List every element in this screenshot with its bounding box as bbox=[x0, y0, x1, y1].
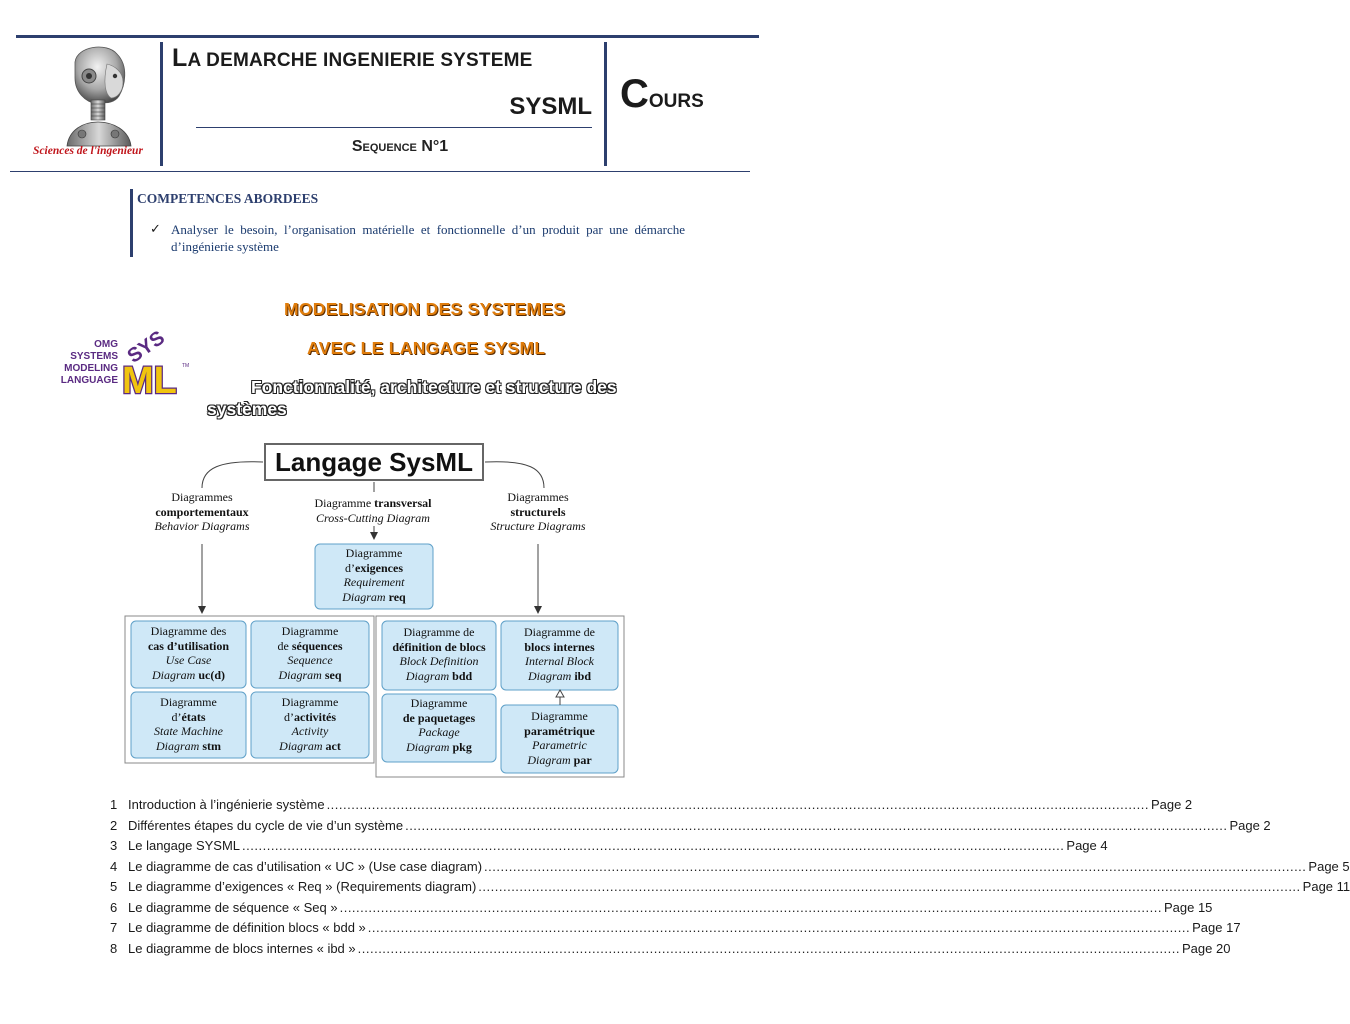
title-rest: A DEMARCHE INGENIERIE SYSTEME bbox=[187, 50, 533, 71]
toc-entry[interactable] bbox=[110, 877, 1350, 898]
cours-rest: OURS bbox=[648, 91, 704, 112]
toc-page: Page 15 bbox=[1163, 899, 1213, 915]
toc-page: Page 5 bbox=[1308, 858, 1350, 874]
header-divider-right bbox=[604, 42, 607, 166]
toc-title: Le diagramme d’exigences « Req » (Requirements diagram) bbox=[128, 879, 477, 894]
ibd-diagram-box: Diagramme de blocs internes Internal Block Diagram ibd bbox=[524, 625, 595, 683]
header-top-rule bbox=[16, 35, 759, 38]
logo-text-language: LANGUAGE bbox=[60, 375, 118, 386]
toc-number: 2 bbox=[110, 817, 118, 833]
toc-entry[interactable] bbox=[110, 857, 1350, 878]
toc-leader: ........................................................................................................................................................................................................ bbox=[484, 858, 1307, 874]
diagram-title: Langage SysML bbox=[275, 447, 473, 477]
toc-entry[interactable] bbox=[110, 795, 1193, 816]
cours-initial: C bbox=[620, 72, 649, 116]
logo-text-tm: TM bbox=[182, 363, 190, 369]
par-diagram-box: Diagramme paramétrique Parametric Diagram par bbox=[524, 709, 595, 767]
toc-title: Le langage SYSML bbox=[128, 838, 241, 853]
logo-text-ml: ML bbox=[122, 360, 177, 402]
intro-line-1: MODELISATION DES SYSTEMES bbox=[284, 299, 566, 319]
toc-page: Page 20 bbox=[1182, 940, 1231, 956]
toc-page: Page 2 bbox=[1150, 797, 1193, 812]
toc-entry[interactable] bbox=[110, 816, 1271, 837]
sysml-diagram bbox=[120, 440, 630, 785]
branch-behavior: Diagrammes comportementaux Behavior Diagrams bbox=[154, 490, 250, 533]
act-diagram-box: Diagramme d’activités Activity Diagram act bbox=[279, 695, 341, 753]
toc-title: Introduction à l’ingénierie système bbox=[128, 797, 325, 812]
toc-page: Page 2 bbox=[1229, 817, 1271, 833]
toc-number: 8 bbox=[110, 940, 118, 956]
req-diagram-box: Diagramme d’exigences Requirement Diagram req bbox=[342, 546, 406, 604]
competences-bar bbox=[130, 189, 133, 257]
toc-title: Le diagramme de blocs internes « ibd » bbox=[128, 940, 356, 956]
title-initial: L bbox=[172, 44, 188, 72]
header-bottom-rule bbox=[10, 171, 750, 172]
toc-entry[interactable] bbox=[110, 918, 1241, 939]
table-of-contents bbox=[110, 795, 1350, 959]
toc-number: 7 bbox=[110, 920, 118, 935]
seq-diagram-box: Diagramme de séquences Sequence Diagram seq bbox=[277, 624, 343, 682]
toc-number: 6 bbox=[110, 899, 118, 915]
branch-structure: Diagrammes structurels Structure Diagrams bbox=[490, 490, 586, 533]
toc-leader: ........................................................................................................................................................................................................ bbox=[326, 797, 1149, 812]
sequence-label: Sequence N°1 bbox=[351, 138, 449, 155]
toc-number: 3 bbox=[110, 838, 118, 853]
pkg-diagram-box: Diagramme de paquetages Package Diagram pkg bbox=[402, 696, 476, 754]
toc-leader: ........................................................................................................................................................................................................ bbox=[339, 899, 1162, 915]
toc-leader: ........................................................................................................................................................................................................ bbox=[357, 940, 1181, 956]
sysml-logo bbox=[60, 326, 192, 402]
competence-item: Analyser le besoin, l’organisation matérielle et fonctionnelle d’un produit par une démarche d’ingénierie système bbox=[171, 222, 685, 254]
logo-text-sys: SYS bbox=[123, 326, 169, 368]
toc-page: Page 11 bbox=[1302, 879, 1350, 894]
competences-title: COMPETENCES ABORDEES bbox=[137, 191, 319, 206]
toc-title: Le diagramme de définition blocs « bdd » bbox=[128, 920, 366, 935]
toc-title: Le diagramme de séquence « Seq » bbox=[128, 899, 338, 915]
logo-text-modeling: MODELING bbox=[64, 363, 118, 374]
robot-logo bbox=[45, 42, 153, 146]
logo-text-systems: SYSTEMS bbox=[70, 351, 118, 362]
branch-crosscutting: Diagramme transversal Cross-Cutting Diagram bbox=[314, 496, 432, 525]
toc-title: Différentes étapes du cycle de vie d’un système bbox=[128, 817, 404, 833]
toc-leader: ........................................................................................................................................................................................................ bbox=[242, 838, 1065, 853]
document-subtitle: SYSML bbox=[509, 93, 592, 120]
toc-title: Le diagramme de cas d’utilisation « UC » (Use case diagram) bbox=[128, 858, 483, 874]
document-title bbox=[172, 44, 597, 73]
toc-entry[interactable] bbox=[110, 939, 1231, 960]
toc-leader: ........................................................................................................................................................................................................ bbox=[367, 920, 1191, 935]
toc-page: Page 4 bbox=[1066, 838, 1108, 853]
toc-entry[interactable] bbox=[110, 898, 1213, 919]
bdd-diagram-box: Diagramme de définition de blocs Block Definition Diagram bdd bbox=[392, 625, 486, 683]
toc-number: 4 bbox=[110, 858, 118, 874]
intro-line-3: Fonctionnalité, architecture et structure des systèmes bbox=[207, 377, 617, 419]
intro-line-2: AVEC LE LANGAGE SYSML bbox=[307, 338, 546, 358]
logo-text-omg: OMG bbox=[94, 339, 118, 350]
cours-label bbox=[620, 72, 704, 117]
logo-caption: Sciences de l'ingenieur bbox=[33, 145, 143, 157]
uc-diagram-box: Diagramme des cas d’utilisation Use Case Diagram uc(d) bbox=[147, 624, 229, 682]
toc-leader: ........................................................................................................................................................................................................ bbox=[405, 817, 1228, 833]
toc-page: Page 17 bbox=[1192, 920, 1241, 935]
toc-entry[interactable] bbox=[110, 836, 1108, 857]
stm-diagram-box: Diagramme d’états State Machine Diagram stm bbox=[154, 695, 223, 753]
toc-number: 5 bbox=[110, 879, 118, 894]
checkmark-icon: ✓ bbox=[150, 221, 161, 236]
toc-leader: ........................................................................................................................................................................................................ bbox=[478, 879, 1301, 894]
toc-number: 1 bbox=[110, 797, 118, 812]
title-underline bbox=[196, 127, 592, 128]
